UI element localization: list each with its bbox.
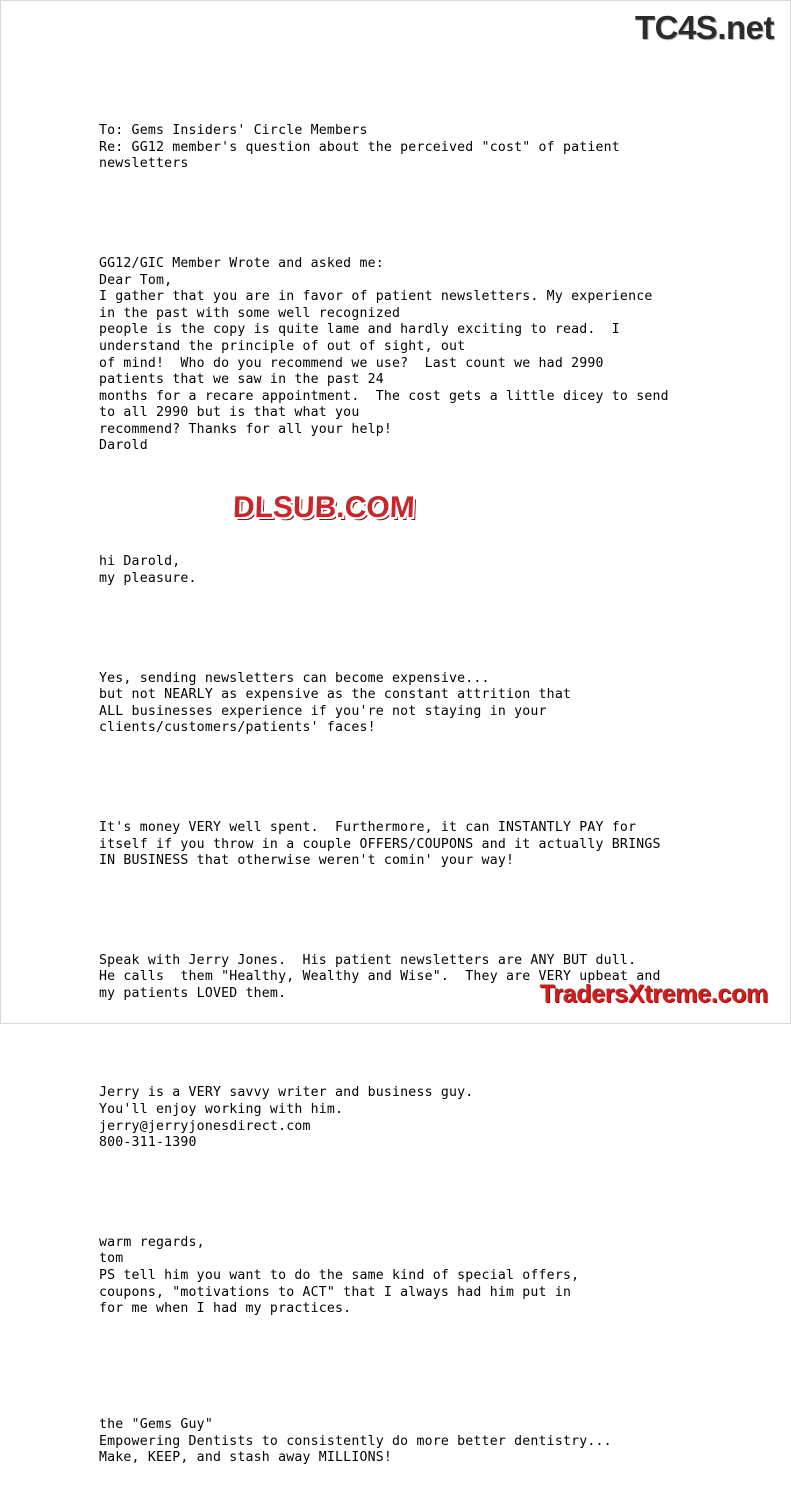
spacer (99, 488, 699, 521)
watermark-text: DLSUB.COM (232, 491, 416, 524)
letter-quoted-intro: GG12/GIC Member Wrote and asked me: Dear Tom, I gather that you are in favor of patient newsletters. My experience in the past with some well recognized people is the copy is quite lame and hardly exciting to read. I understand the principle of out of sight, out of mind! Who do you recommend we use? Last count we had 2990 patients that we saw in the past 24 months for a recare appointment. The cost gets a little dicey to send to all 2990 but is that what you recommend? Thanks for all your help! Darold (99, 255, 669, 454)
spacer (99, 621, 699, 638)
letter-paragraph-1: Yes, sending newsletters can become expensive... but not NEARLY as expensive as the constant attrition that ALL businesses experience if you're not staying in your clients/customers/patients' faces! (99, 670, 572, 736)
letter-paragraph-4: Jerry is a VERY savvy writer and business guy. You'll enjoy working with him. jerry@jerryjonesdirect.com 800-311-1390 (99, 1085, 474, 1151)
spacer (99, 903, 699, 920)
letter-paragraph-2: It's money VERY well spent. Furthermore, it can INSTANTLY PAY for itself if you throw in a couple OFFERS/COUPONS and it actually BRINGS IN BUSINESS that otherwise weren't comin' your way! (99, 819, 661, 869)
spacer (99, 1185, 699, 1202)
site-brand-top: TC4S.net (634, 9, 774, 46)
letter-tagline: the "Gems Guy" Empowering Dentists to consistently do more better dentistry... Make, KEEP, and stash away MILLIONS! (99, 1417, 612, 1466)
letter-paragraph-3: Speak with Jerry Jones. His patient newsletters are ANY BUT dull. He calls them "Healthy, Wealthy and Wise". They are VERY upbeat and my patients LOVED them. (99, 952, 661, 1001)
spacer (99, 1351, 699, 1384)
spacer (99, 206, 699, 223)
letter-header: To: Gems Insiders' Circle Members Re: GG12 member's question about the perceived "cost" of patient newsletters (99, 123, 620, 172)
letter-greeting: hi Darold, my pleasure. (99, 554, 197, 587)
site-brand-bottom: TradersXtreme.com (539, 980, 768, 1008)
spacer (99, 770, 699, 787)
letter-signoff: warm regards, tom PS tell him you want to do the same kind of special offers, coupons, "motivations to ACT" that I always had him put in for me when I had my practices. (99, 1234, 580, 1317)
letter-body (99, 90, 699, 1500)
spacer (99, 1036, 699, 1053)
